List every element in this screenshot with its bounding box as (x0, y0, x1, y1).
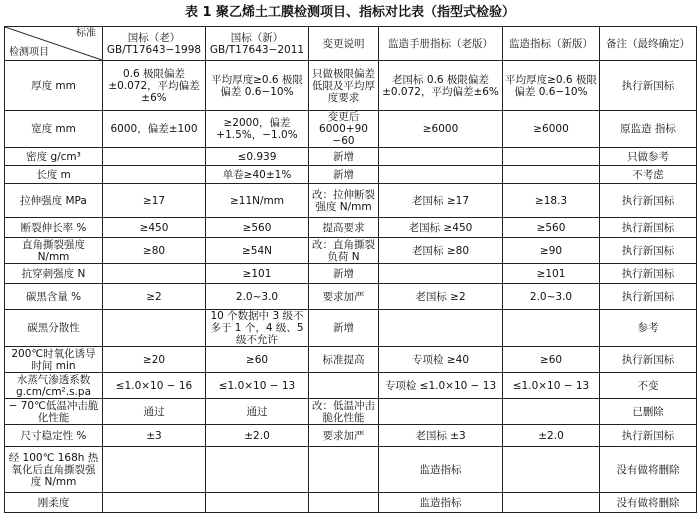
manual-cell (379, 264, 503, 284)
supervision-cell (503, 166, 600, 184)
note-cell: 执行新国标 (600, 184, 697, 218)
note-cell: 执行新国标 (600, 284, 697, 310)
manual-cell: 老国标 ≥80 (379, 238, 503, 264)
header-supervision-new: 监造指标（新版） (503, 27, 600, 61)
supervision-cell (503, 310, 600, 347)
parameter-cell: 密度 g/cm³ (5, 148, 103, 166)
manual-cell (379, 148, 503, 166)
parameter-cell: − 70℃低温冲击脆化性能 (5, 399, 103, 425)
change-cell: 改：直角撕裂负荷 N (309, 238, 379, 264)
new-standard-cell: 平均厚度≥0.6 极限偏差 0.6−10% (206, 61, 309, 111)
change-cell: 要求加严 (309, 425, 379, 447)
change-cell: 新增 (309, 148, 379, 166)
supervision-cell (503, 493, 600, 513)
new-standard-cell: 10 个数据中 3 级不多于 1 个，4 级、5 级不允许 (206, 310, 309, 347)
old-standard-cell (103, 447, 206, 493)
manual-cell: 老国标 ≥450 (379, 218, 503, 238)
change-cell: 只做极限偏差低限及平均厚度要求 (309, 61, 379, 111)
note-cell: 已删除 (600, 399, 697, 425)
new-standard-cell: 通过 (206, 399, 309, 425)
change-cell: 要求加严 (309, 284, 379, 310)
table-row (5, 238, 697, 264)
note-cell: 没有做将删除 (600, 493, 697, 513)
supervision-cell: ≥560 (503, 218, 600, 238)
header-manual-old: 监造手册指标（老版） (379, 27, 503, 61)
header-old-standard: 国标（老）GB/T17643−1998 (103, 27, 206, 61)
change-cell: 新增 (309, 166, 379, 184)
manual-cell: 老国标 0.6 极限偏差±0.072，平均偏差±6% (379, 61, 503, 111)
supervision-cell: ≥6000 (503, 111, 600, 148)
new-standard-cell (206, 493, 309, 513)
old-standard-cell: 6000，偏差±100 (103, 111, 206, 148)
header-item-label: 检测项目 (9, 47, 49, 58)
note-cell: 执行新国标 (600, 264, 697, 284)
old-standard-cell (103, 264, 206, 284)
table-title: 表 1 聚乙烯土工膜检测项目、指标对比表（指型式检验） (184, 5, 516, 20)
parameter-cell: 长度 m (5, 166, 103, 184)
table-row (5, 166, 697, 184)
table-row (5, 425, 697, 447)
old-standard-cell (103, 493, 206, 513)
old-standard-cell: ≥80 (103, 238, 206, 264)
old-standard-cell: ≥450 (103, 218, 206, 238)
parameter-cell: 尺寸稳定性 % (5, 425, 103, 447)
supervision-cell: ≥60 (503, 347, 600, 373)
supervision-cell (503, 148, 600, 166)
parameter-cell: 200℃时氧化诱导时间 min (5, 347, 103, 373)
parameter-cell: 抗穿刺强度 N (5, 264, 103, 284)
change-cell: 改：拉伸断裂强度 N/mm (309, 184, 379, 218)
header-row (5, 27, 697, 61)
supervision-cell: 平均厚度≥0.6 极限偏差 0.6−10% (503, 61, 600, 111)
header-change-note: 变更说明 (309, 27, 379, 61)
change-cell (309, 493, 379, 513)
old-standard-cell (103, 310, 206, 347)
parameter-cell: 碳黑含量 % (5, 284, 103, 310)
change-cell (309, 447, 379, 493)
table-row (5, 184, 697, 218)
manual-cell (379, 399, 503, 425)
new-standard-cell: ±2.0 (206, 425, 309, 447)
old-standard-cell: 通过 (103, 399, 206, 425)
parameter-cell: 厚度 mm (5, 61, 103, 111)
parameter-cell: 断裂伸长率 % (5, 218, 103, 238)
old-standard-cell: 0.6 极限偏差±0.072，平均偏差±6% (103, 61, 206, 111)
new-standard-cell: 单卷≥40±1% (206, 166, 309, 184)
header-standard-label: 标准 (76, 28, 96, 39)
parameter-cell: 经 100℃ 168h 热氧化后直角撕裂强度 N/mm (5, 447, 103, 493)
note-cell: 执行新国标 (600, 238, 697, 264)
note-cell: 原监造 指标 (600, 111, 697, 148)
old-standard-cell: ≥2 (103, 284, 206, 310)
manual-cell (379, 310, 503, 347)
note-cell: 不考虑 (600, 166, 697, 184)
parameter-cell: 刚柔度 (5, 493, 103, 513)
new-standard-cell: 2.0~3.0 (206, 284, 309, 310)
supervision-cell: ≥101 (503, 264, 600, 284)
parameter-cell: 碳黑分散性 (5, 310, 103, 347)
change-cell: 提高要求 (309, 218, 379, 238)
new-standard-cell: ≥2000，偏差+1.5%，−1.0% (206, 111, 309, 148)
supervision-cell: ±2.0 (503, 425, 600, 447)
parameter-cell: 水蒸气渗透系数 g.cm/cm².s.pa (5, 373, 103, 399)
supervision-cell: 2.0~3.0 (503, 284, 600, 310)
note-cell: 参考 (600, 310, 697, 347)
new-standard-cell: ≥54N (206, 238, 309, 264)
new-standard-cell: ≥101 (206, 264, 309, 284)
note-cell: 没有做将删除 (600, 447, 697, 493)
header-new-standard: 国标（新）GB/T17643−2011 (206, 27, 309, 61)
new-standard-cell (206, 447, 309, 493)
manual-cell: 监造指标 (379, 493, 503, 513)
note-cell: 执行新国标 (600, 425, 697, 447)
new-standard-cell: ≥560 (206, 218, 309, 238)
table-row (5, 347, 697, 373)
table-row (5, 284, 697, 310)
parameter-cell: 拉伸强度 MPa (5, 184, 103, 218)
new-standard-cell: ≥60 (206, 347, 309, 373)
old-standard-cell: ±3 (103, 425, 206, 447)
change-cell: 标准提高 (309, 347, 379, 373)
parameter-cell: 直角撕裂强度 N/mm (5, 238, 103, 264)
old-standard-cell (103, 148, 206, 166)
note-cell: 只做参考 (600, 148, 697, 166)
change-cell: 新增 (309, 310, 379, 347)
new-standard-cell: ≤0.939 (206, 148, 309, 166)
parameter-cell: 宽度 mm (5, 111, 103, 148)
table-row (5, 61, 697, 111)
manual-cell: 专项检 ≥40 (379, 347, 503, 373)
note-cell: 执行新国标 (600, 61, 697, 111)
supervision-cell (503, 399, 600, 425)
change-cell (309, 373, 379, 399)
note-cell: 执行新国标 (600, 347, 697, 373)
manual-cell: 专项检 ≤1.0×10 − 13 (379, 373, 503, 399)
table-row (5, 447, 697, 493)
manual-cell: 老国标 ±3 (379, 425, 503, 447)
table-row (5, 218, 697, 238)
supervision-cell: ≥90 (503, 238, 600, 264)
manual-cell: 监造指标 (379, 447, 503, 493)
manual-cell: 老国标 ≥2 (379, 284, 503, 310)
table-row (5, 264, 697, 284)
new-standard-cell: ≥11N/mm (206, 184, 309, 218)
table-row (5, 373, 697, 399)
manual-cell (379, 166, 503, 184)
old-standard-cell (103, 166, 206, 184)
note-cell: 执行新国标 (600, 218, 697, 238)
table-row (5, 399, 697, 425)
supervision-cell (503, 447, 600, 493)
table-row (5, 310, 697, 347)
supervision-cell: ≤1.0×10 − 13 (503, 373, 600, 399)
table-row (5, 148, 697, 166)
old-standard-cell: ≥17 (103, 184, 206, 218)
new-standard-cell: ≤1.0×10 − 13 (206, 373, 309, 399)
note-cell: 不变 (600, 373, 697, 399)
comparison-table (4, 26, 697, 513)
table-row (5, 493, 697, 513)
change-cell: 改：低温冲击脆化性能 (309, 399, 379, 425)
manual-cell: ≥6000 (379, 111, 503, 148)
table-row (5, 111, 697, 148)
change-cell: 新增 (309, 264, 379, 284)
diagonal-header-cell (5, 27, 103, 61)
header-final-note: 备注（最终确定） (600, 27, 697, 61)
supervision-cell: ≥18.3 (503, 184, 600, 218)
change-cell: 变更后 6000+90 −60 (309, 111, 379, 148)
old-standard-cell: ≥20 (103, 347, 206, 373)
manual-cell: 老国标 ≥17 (379, 184, 503, 218)
old-standard-cell: ≤1.0×10 − 16 (103, 373, 206, 399)
